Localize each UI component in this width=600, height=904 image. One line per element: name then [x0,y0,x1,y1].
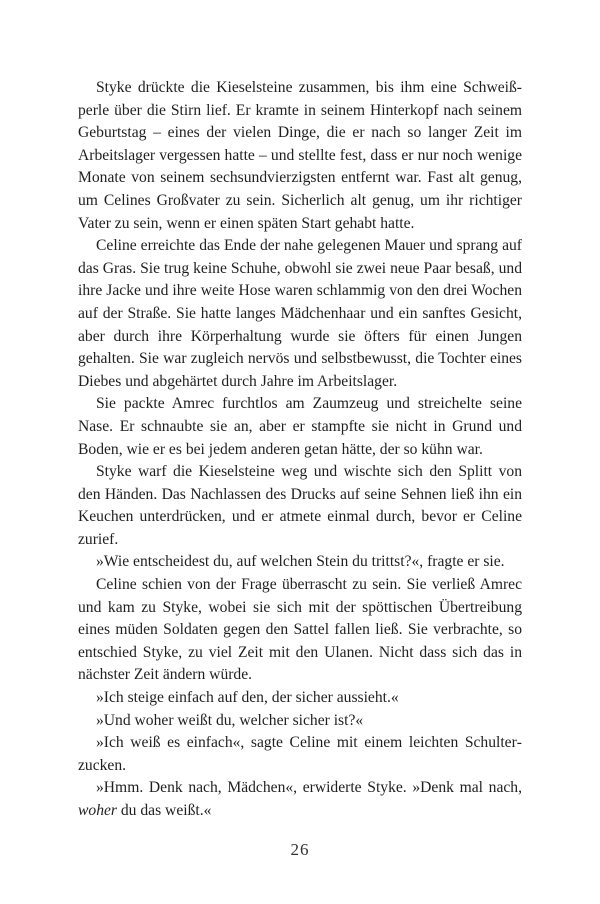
paragraph-1: Styke drückte die Kieselsteine zusammen, bis ihm eine Schweißperle über die Stirn lief. Er kramte in seinem Hinterkopf nach seinem Geburtstag – eines der vielen Dinge, die er nach so langer Zeit im Arbeitslager vergessen hatte – und stellte fest, dass er nur noch wenige Monate von seinem sechsundvierzigsten entfernt war. Fast alt genug, um Celines Großvater zu sein. Sicherlich alt genug, um ihr richtiger Vater zu sein, wenn er einen späten Start gehabt hatte. [78,79,522,232]
paragraph-10-text-before: »Hmm. Denk nach, Mädchen«, erwiderte Styke. »Denk mal nach, [96,779,522,797]
paragraph-6: Celine schien von der Frage überrascht zu sein. Sie verließ Amrec und kam zu Styke, wobei sie sich mit der spöttischen Übertreibung eines müden Soldaten gegen den Sattel fallen ließ. Sie verbrachte, so entschied Styke, zu viel Zeit mit den Ulanen. Nicht dass sich das in nächster Zeit ändern würde. [78,576,522,684]
page-number: 26 [290,840,310,859]
paragraph-8: »Und woher weißt du, welcher sicher ist?« [96,711,364,729]
paragraph-9: »Ich weiß es einfach«, sagte Celine mit einem leichten Schulterzucken. [78,734,522,774]
paragraph-10-emphasis: woher [78,802,117,819]
paragraph-2: Celine erreichte das Ende der nahe gelegenen Mauer und sprang auf das Gras. Sie trug keine Schuhe, obwohl sie zwei neue Paar besaß, und ihre Jacke und ihre weite Hose waren schlammig von den drei Wochen auf der Straße. Sie hatte langes Mädchenhaar und ein sanftes Gesicht, aber durch ihre Körperhaltung wurde sie öfters für einen Jungen gehalten. Sie war zugleich nervös und selbstbewusst, die Tochter eines Diebes und abgehärtet durch Jahre im Arbeitslager. [78,237,522,390]
paragraph-4: Styke warf die Kieselsteine weg und wischte sich den Splitt von den Händen. Das Nachlassen des Drucks auf seine Sehnen ließ ihn ein Keuchen unterdrücken, und er atmete einmal durch, bevor er Celine zurief. [78,463,522,548]
paragraph-10-text-after: du das weißt.« [116,802,212,819]
page-body [78,77,522,823]
paragraph-10 [78,777,522,822]
paragraph-7: »Ich steige einfach auf den, der sicher aussieht.« [96,689,399,707]
paragraph-5: »Wie entscheidest du, auf welchen Stein du trittst?«, fragte er sie. [96,553,505,571]
paragraph-3: Sie packte Amrec furchtlos am Zaumzeug und streichelte seine Nase. Er schnaubte sie an, aber er stampfte sie nicht in Grund und Boden, wie er es bei jedem anderen getan hätte, der so kühn war. [78,395,522,458]
